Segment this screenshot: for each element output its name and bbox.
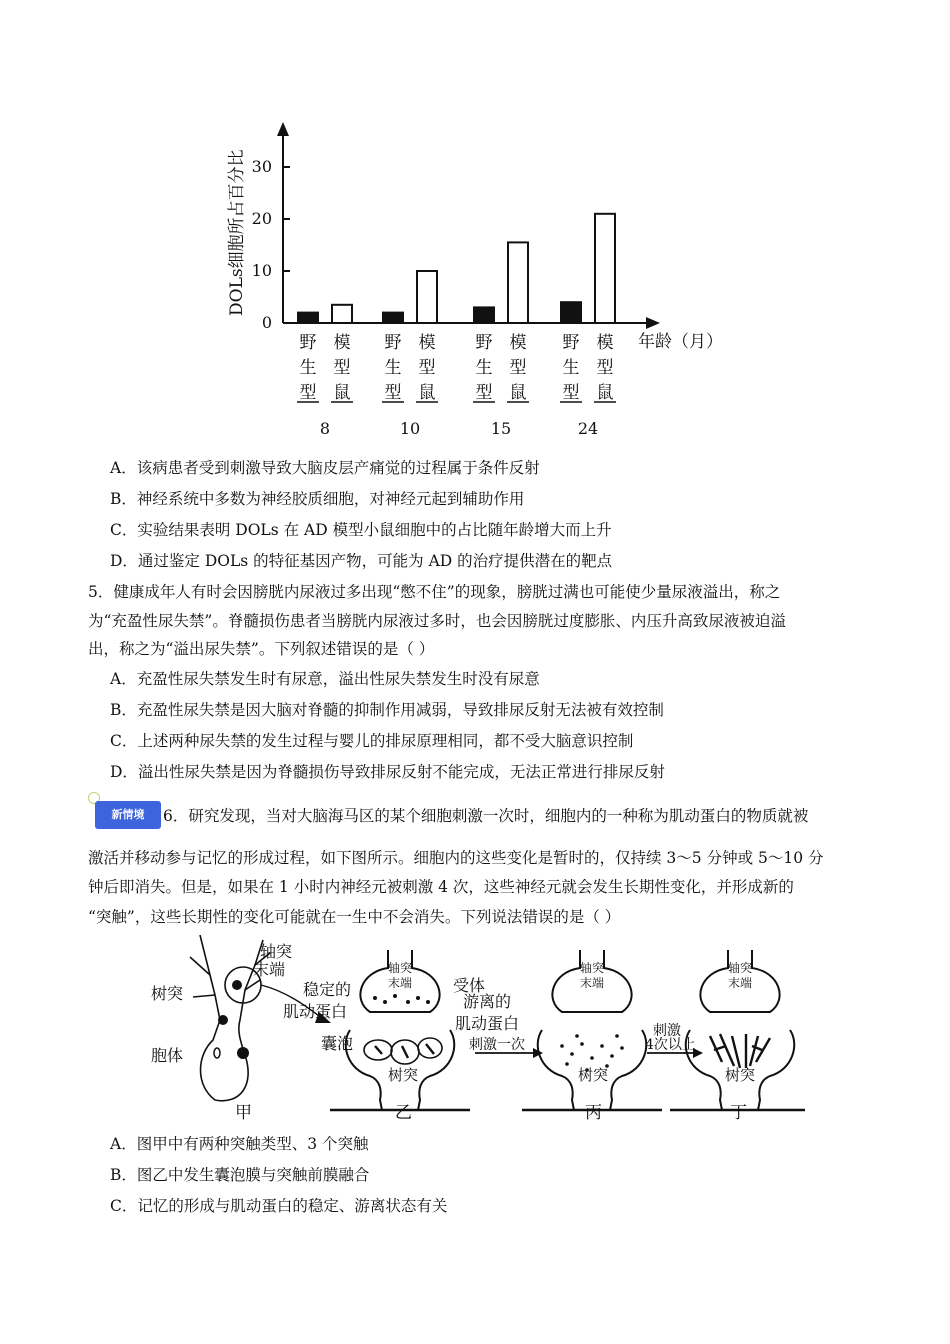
- panel-label-bing: 丙: [585, 1103, 602, 1123]
- arrow-2-label-top: 刺激: [653, 1023, 681, 1039]
- q6-stem-line-1: 6．研究发现，当对大脑海马区的某个细胞刺激一次时，细胞内的一种称为肌动蛋白的物质就被: [163, 807, 809, 825]
- category-label-24-1-2: 鼠: [596, 383, 614, 403]
- group-label-24: 24: [577, 419, 599, 438]
- inner-terminal-ding: 末端: [728, 976, 753, 990]
- y-tick-30: 30: [251, 157, 272, 176]
- category-label-10-0-0: 野: [384, 333, 402, 353]
- dols-bar-chart: [220, 118, 740, 443]
- bar-wild-24: [561, 302, 581, 323]
- group-label-15: 15: [490, 419, 512, 438]
- dendrite-ding: 树突: [725, 1066, 756, 1084]
- stable-actin-clusters: [364, 1038, 442, 1064]
- y-tick-10: 10: [251, 261, 272, 280]
- category-labels: [297, 333, 616, 403]
- category-label-10-0-2: 型: [384, 383, 402, 403]
- q4-option-a: A．该病患者受到刺激导致大脑皮层产痛觉的过程属于条件反射: [110, 459, 540, 477]
- category-label-24-0-0: 野: [562, 333, 580, 353]
- panel-label-ding: 丁: [730, 1103, 747, 1123]
- category-label-15-0-1: 生: [475, 358, 493, 378]
- category-label-15-1-0: 模: [509, 333, 527, 353]
- y-tick-20: 20: [251, 209, 272, 228]
- new-context-badge: 新情境: [95, 801, 161, 829]
- inner-axon-yi: 轴突: [388, 961, 413, 975]
- category-label-24-0-1: 生: [562, 358, 580, 378]
- inner-terminal-bing: 末端: [580, 976, 605, 990]
- category-label-10-1-0: 模: [418, 333, 436, 353]
- category-label-10-1-2: 鼠: [418, 383, 436, 403]
- panel-label-yi: 乙: [395, 1103, 412, 1123]
- q6-option-c: C．记忆的形成与肌动蛋白的稳定、游离状态有关: [110, 1197, 448, 1215]
- panel-label-jia: 甲: [235, 1103, 252, 1123]
- group-label-8: 8: [319, 419, 331, 438]
- bar-wild-10: [383, 313, 403, 323]
- synapse-figure: [145, 935, 805, 1125]
- x-axis-label: 年龄（月）: [638, 332, 723, 352]
- category-label-24-1-1: 型: [596, 358, 614, 378]
- category-label-15-1-2: 鼠: [509, 383, 527, 403]
- category-label-10-1-1: 型: [418, 358, 436, 378]
- branched-actin: [710, 1034, 770, 1068]
- group-labels: [320, 419, 598, 438]
- q5-option-d: D．溢出性尿失禁是因为脊髓损伤导致排尿反射不能完成，无法正常进行排尿反射: [110, 763, 665, 781]
- category-label-8-1-0: 模: [333, 333, 351, 353]
- q4-option-b: B．神经系统中多数为神经胶质细胞，对神经元起到辅助作用: [110, 490, 525, 508]
- label-soma: 胞体: [151, 1046, 184, 1065]
- label-vesicle: 囊泡: [321, 1034, 354, 1053]
- dendrite-yi: 树突: [388, 1066, 419, 1084]
- group-label-10: 10: [399, 419, 421, 438]
- q5-option-a: A．充盈性尿失禁发生时有尿意，溢出性尿失禁发生时没有尿意: [110, 670, 540, 688]
- q6-stem-line-3: 钟后即消失。但是，如果在 1 小时内神经元被刺激 4 次，这些神经元就会发生长期性变化，并形成新的: [88, 878, 794, 896]
- category-label-8-0-2: 型: [299, 383, 317, 403]
- q5-stem-line-1: 5．健康成年人有时会因膀胱内尿液过多出现“憋不住”的现象，膀胱过满也可能使少量尿液溢出，称之: [88, 583, 781, 601]
- q5-stem-line-2: 为“充盈性尿失禁”。脊髓损伤患者当膀胱内尿液过多时，也会因膀胱过度膨胀、内压升高致尿液被迫溢: [88, 612, 786, 630]
- bar-wild-8: [298, 313, 318, 323]
- q6-stem-line-2: 激活并移动参与记忆的形成过程，如下图所示。细胞内的这些变化是暂时的，仅持续 3～5 分钟或 5～10 分: [88, 849, 824, 867]
- label-actin-stable: 肌动蛋白: [283, 1002, 348, 1021]
- y-tick-0: 0: [261, 313, 272, 332]
- category-label-15-1-1: 型: [509, 358, 527, 378]
- inner-terminal-yi: 末端: [388, 976, 413, 990]
- label-dendrite: 树突: [151, 984, 184, 1003]
- arrow-2-label-bottom: 4次以上: [645, 1037, 696, 1053]
- bar-wild-15: [474, 307, 494, 323]
- label-free: 游离的: [463, 992, 512, 1011]
- q5-option-c: C．上述两种尿失禁的发生过程与婴儿的排尿原理相同，都不受大脑意识控制: [110, 732, 634, 750]
- category-label-15-0-0: 野: [475, 333, 493, 353]
- inner-axon-ding: 轴突: [728, 961, 753, 975]
- q4-option-d: D．通过鉴定 DOLs 的特征基因产物，可能为 AD 的治疗提供潜在的靶点: [110, 552, 613, 570]
- category-label-8-1-1: 型: [333, 358, 351, 378]
- y-axis-label: DOLs细胞所占百分比: [227, 149, 247, 316]
- q4-option-c: C．实验结果表明 DOLs 在 AD 模型小鼠细胞中的占比随年龄增大而上升: [110, 521, 612, 539]
- label-receptor: 受体: [453, 976, 486, 995]
- q6-option-b: B．图乙中发生囊泡膜与突触前膜融合: [110, 1166, 370, 1184]
- label-terminal: 末端: [253, 960, 286, 979]
- bar-model-10: [417, 271, 437, 323]
- label-actin-free: 肌动蛋白: [455, 1014, 520, 1033]
- category-label-8-0-1: 生: [299, 358, 317, 378]
- q5-stem-line-3: 出，称之为“溢出尿失禁”。下列叙述错误的是（ ）: [88, 640, 435, 658]
- category-label-10-0-1: 生: [384, 358, 402, 378]
- category-label-24-1-0: 模: [596, 333, 614, 353]
- category-label-15-0-2: 型: [475, 383, 493, 403]
- y-axis-arrow: [277, 122, 289, 136]
- q6-stem-line-4: “突触”，这些长期性的变化可能就在一生中不会消失。下列说法错误的是（ ）: [88, 908, 621, 926]
- q6-option-a: A．图甲中有两种突触类型、3 个突触: [110, 1135, 369, 1153]
- q5-option-b: B．充盈性尿失禁是因大脑对脊髓的抑制作用减弱，导致排尿反射无法被有效控制: [110, 701, 664, 719]
- label-axon: 轴突: [260, 942, 293, 961]
- dendrite-bing: 树突: [578, 1066, 609, 1084]
- inner-axon-bing: 轴突: [580, 961, 605, 975]
- category-label-8-1-2: 鼠: [333, 383, 351, 403]
- label-stable: 稳定的: [303, 980, 352, 999]
- category-label-24-0-2: 型: [562, 383, 580, 403]
- category-label-8-0-0: 野: [299, 333, 317, 353]
- bar-series: [298, 214, 615, 323]
- arrow-1-label: 刺激一次: [469, 1037, 525, 1053]
- x-axis-arrow: [646, 317, 660, 329]
- bar-model-15: [508, 242, 528, 323]
- bar-model-8: [332, 305, 352, 323]
- bar-model-24: [595, 214, 615, 323]
